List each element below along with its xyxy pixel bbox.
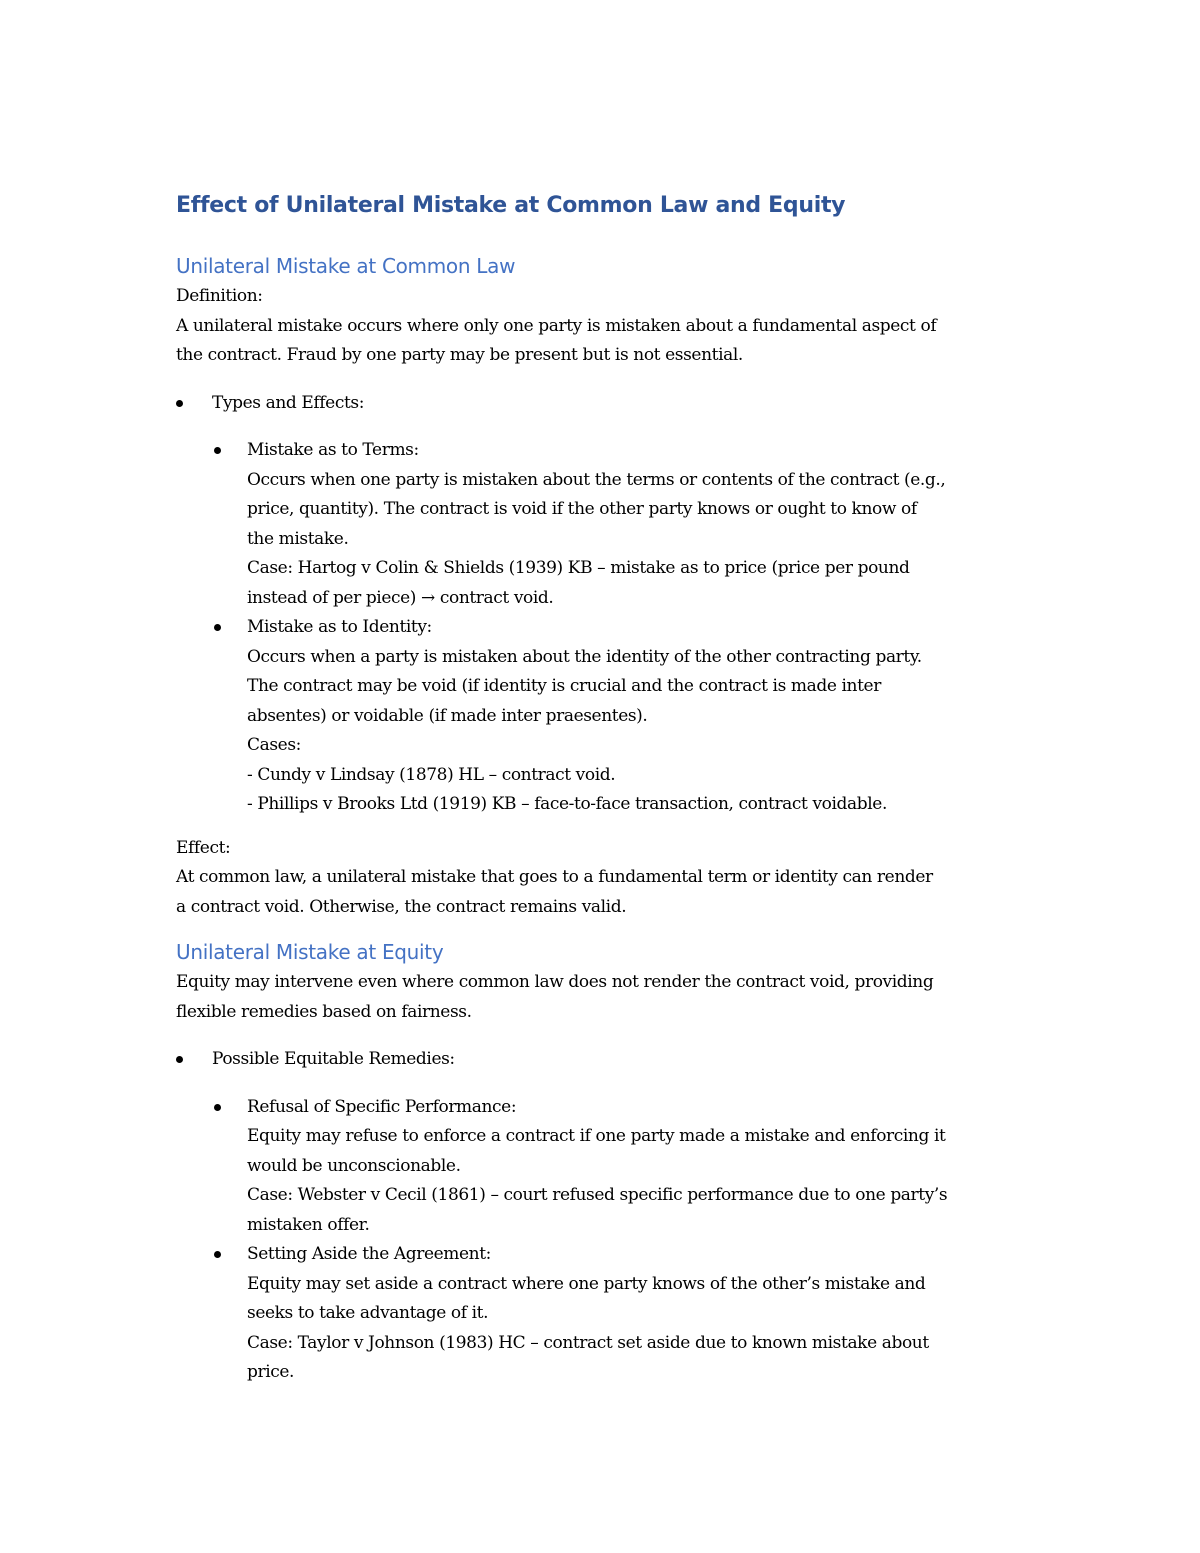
list-item-text: price, quantity). The contract is void if the other party knows or ought to know of xyxy=(247,499,917,519)
list-item-label: Refusal of Specific Performance: xyxy=(247,1096,517,1117)
effect-line: At common law, a unilateral mistake that goes to a fundamental term or identity can render xyxy=(176,867,933,887)
list-item-types-effects xyxy=(176,389,1036,419)
bullet-icon xyxy=(214,1104,221,1111)
intro-line: flexible remedies based on fairness. xyxy=(176,1001,472,1022)
bullet-icon xyxy=(214,624,221,631)
document-page xyxy=(176,190,1036,1388)
document-title: Effect of Unilateral Mistake at Common Law and Equity xyxy=(176,193,846,218)
list-item-text: Occurs when one party is mistaken about the terms or contents of the contract (e.g., xyxy=(247,469,946,490)
bullet-icon xyxy=(176,400,183,407)
list-item-text: Equity may set aside a contract where one party knows of the other’s mistake and xyxy=(247,1273,926,1294)
section-heading-common-law: Unilateral Mistake at Common Law xyxy=(176,254,516,278)
list-item-label: Mistake as to Terms: xyxy=(247,440,419,460)
definition-line: the contract. Fraud by one party may be present but is not essential. xyxy=(176,345,743,365)
bullet-icon xyxy=(214,447,221,454)
list-item-remedies xyxy=(176,1045,1036,1075)
cases-label: Cases: xyxy=(247,735,301,755)
list-item-text: the mistake. xyxy=(247,528,349,549)
definition-label: Definition: xyxy=(176,286,263,306)
list-item-text: would be unconscionable. xyxy=(247,1155,461,1176)
definition-line: A unilateral mistake occurs where only one party is mistaken about a fundamental aspect of xyxy=(176,315,937,336)
list-item-label: Types and Effects: xyxy=(212,392,365,413)
case-citation: instead of per piece) → contract void. xyxy=(247,587,554,608)
effect-block xyxy=(176,834,1036,923)
case-citation: mistaken offer. xyxy=(247,1214,370,1235)
list-item-text: seeks to take advantage of it. xyxy=(247,1303,489,1323)
list-item-text: absentes) or voidable (if made inter praesentes). xyxy=(247,705,648,726)
list-item-label: Setting Aside the Agreement: xyxy=(247,1244,491,1264)
case-citation: - Cundy v Lindsay (1878) HL – contract void. xyxy=(247,764,616,785)
case-citation: Case: Taylor v Johnson (1983) HC – contract set aside due to known mistake about xyxy=(247,1332,929,1353)
case-citation: Case: Hartog v Colin & Shields (1939) KB – mistake as to price (price per pound xyxy=(247,558,910,578)
list-item-label: Possible Equitable Remedies: xyxy=(212,1049,455,1069)
bullet-icon xyxy=(176,1056,183,1063)
intro-line: Equity may intervene even where common law does not render the contract void, providing xyxy=(176,972,934,992)
bullet-icon xyxy=(214,1251,221,1258)
section-heading-equity: Unilateral Mistake at Equity xyxy=(176,940,444,964)
list-item-mistake-identity xyxy=(176,613,1036,820)
list-item-text: The contract may be void (if identity is crucial and the contract is made inter xyxy=(247,676,881,696)
list-item-text: Occurs when a party is mistaken about the identity of the other contracting party. xyxy=(247,646,922,667)
list-item-label: Mistake as to Identity: xyxy=(247,617,432,637)
list-item-setting-aside xyxy=(176,1240,1036,1388)
definition-block xyxy=(176,282,1036,371)
effect-label: Effect: xyxy=(176,837,231,858)
list-item-text: Equity may refuse to enforce a contract if one party made a mistake and enforcing it xyxy=(247,1126,946,1146)
equity-intro xyxy=(176,968,1036,1027)
case-citation: Case: Webster v Cecil (1861) – court refused specific performance due to one party’s xyxy=(247,1185,948,1205)
case-citation: - Phillips v Brooks Ltd (1919) KB – face-to-face transaction, contract voidable. xyxy=(247,794,887,814)
case-citation: price. xyxy=(247,1362,295,1382)
list-item-mistake-terms xyxy=(176,436,1036,613)
effect-line: a contract void. Otherwise, the contract remains valid. xyxy=(176,896,627,917)
list-item-refusal xyxy=(176,1093,1036,1241)
